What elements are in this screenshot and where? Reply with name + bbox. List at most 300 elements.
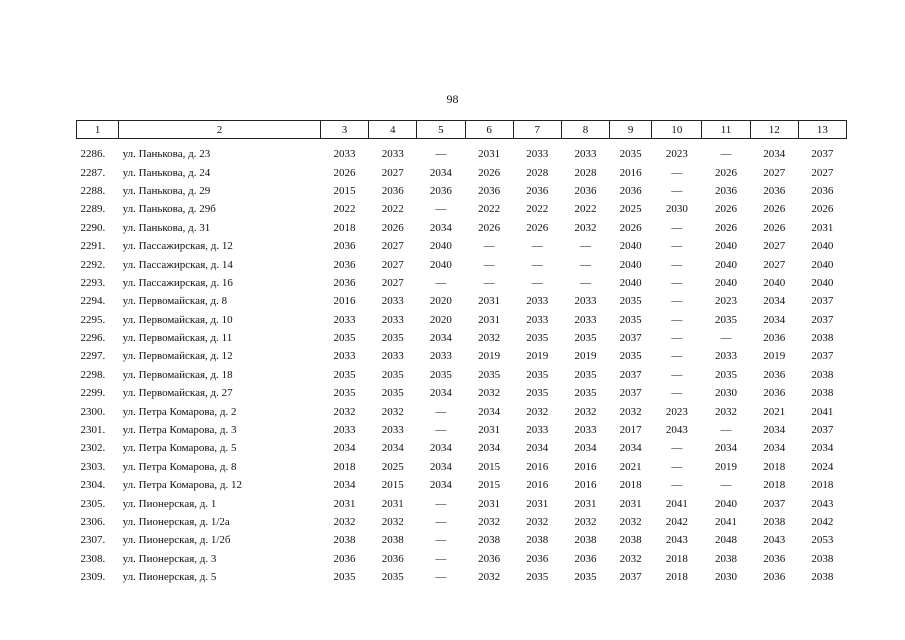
year-cell: 2019 [478,350,501,363]
table-row [77,568,847,586]
year-cell: 2031 [478,497,501,510]
table-row [77,329,847,347]
year-cell: 2032 [574,516,597,528]
year-cell: 2040 [619,276,642,289]
table-row [77,384,847,402]
year-cell: 2034 [333,479,356,492]
year-cell: — [720,332,732,345]
year-cell: 2036 [333,552,356,565]
year-cell: 2036 [526,552,549,565]
year-cell: 2031 [619,497,642,510]
year-cell: 2037 [619,332,642,345]
table-row [77,163,847,181]
column-header-5: 5 [417,121,465,139]
year-cell: 2040 [715,258,737,271]
year-cell: 2016 [526,479,549,492]
year-cell: 2026 [526,221,549,234]
row-number: 2294. [80,295,106,308]
year-cell: 2037 [811,350,834,363]
year-cell: 2026 [763,221,786,234]
table-row [77,274,847,292]
year-cell: 2033 [333,148,356,161]
year-cell: 2031 [526,497,549,510]
year-cell: 2026 [715,221,737,234]
year-cell: 2036 [763,571,786,584]
row-number: 2296. [80,332,106,345]
year-cell: 2032 [619,405,642,418]
year-cell: — [671,479,683,492]
address-cell: ул. Пассажирская, д. 16 [122,276,233,289]
table-row [77,421,847,439]
year-cell: 2035 [526,368,549,381]
address-cell: ул. Первомайская, д. 18 [122,368,233,381]
year-cell: 2032 [526,405,549,418]
year-cell: 2027 [381,166,404,179]
year-cell: — [671,442,683,455]
year-cell: 2031 [381,497,404,510]
column-header-2: 2 [119,121,321,139]
year-cell: 2034 [478,442,501,455]
year-cell: 2016 [619,166,642,179]
year-cell: 2027 [381,276,404,289]
column-header-9: 9 [610,121,652,139]
year-cell: 2019 [763,350,786,363]
year-cell: 2033 [574,148,597,161]
year-cell: 2035 [526,332,549,345]
column-header-7: 7 [513,121,561,139]
column-header-12: 12 [750,121,798,139]
year-cell: 2032 [619,516,642,528]
year-cell: 2043 [665,534,688,547]
year-cell: 2018 [811,479,834,492]
year-cell: 2037 [811,148,834,161]
year-cell: 2033 [526,295,549,308]
year-cell: 2033 [381,295,404,308]
year-cell: 2032 [526,516,549,528]
row-number: 2303. [80,460,106,473]
year-cell: 2040 [429,240,452,253]
year-cell: 2036 [763,332,786,345]
year-cell: — [671,387,683,400]
year-cell: 2032 [381,516,404,528]
row-number: 2287. [80,166,106,179]
year-cell: 2036 [811,184,834,197]
address-cell: ул. Петра Комарова, д. 8 [122,460,237,473]
year-cell: 2016 [333,295,356,308]
table-header [77,121,847,139]
year-cell: — [671,350,683,363]
year-cell: 2037 [763,497,786,510]
year-cell: 2036 [574,184,597,197]
year-cell: 2034 [429,479,452,492]
address-cell: ул. Пионерская, д. 5 [122,571,217,584]
column-header-8: 8 [561,121,609,139]
year-cell: 2036 [763,552,786,565]
year-cell: 2025 [619,203,642,216]
year-cell: 2036 [381,184,404,197]
year-cell: 2035 [574,571,597,584]
year-cell: 2032 [574,405,597,418]
year-cell: 2027 [763,258,786,271]
year-cell: 2022 [526,203,549,216]
year-cell: 2038 [715,552,737,565]
year-cell: — [483,240,495,253]
year-cell: — [531,276,543,289]
year-cell: — [435,516,447,528]
year-cell: 2033 [574,313,597,326]
year-cell: 2034 [811,442,834,455]
year-cell: 2041 [715,516,737,528]
row-number: 2293. [80,276,106,289]
table-row [77,311,847,329]
column-header-10: 10 [652,121,702,139]
year-cell: 2040 [429,258,452,271]
year-cell: 2031 [333,497,356,510]
year-cell: 2018 [665,552,688,565]
year-cell: 2036 [715,184,737,197]
year-cell: 2027 [811,166,834,179]
year-cell: 2034 [715,442,737,455]
table-row [77,255,847,273]
year-cell: 2033 [333,424,356,437]
year-cell: 2034 [429,460,452,473]
year-cell: 2038 [526,534,549,547]
year-cell: — [579,240,591,253]
year-cell: 2015 [478,460,501,473]
year-cell: 2035 [574,387,597,400]
year-cell: 2026 [478,221,501,234]
column-header-6: 6 [465,121,513,139]
year-cell: 2040 [811,240,834,253]
year-cell: 2018 [333,460,356,473]
row-number: 2298. [80,368,106,381]
year-cell: 2031 [478,313,501,326]
year-cell: 2040 [763,276,786,289]
address-cell: ул. Панькова, д. 23 [122,148,211,161]
year-cell: 2033 [333,350,356,363]
row-number: 2300. [80,405,106,418]
year-cell: — [671,240,683,253]
year-cell: 2036 [333,258,356,271]
address-cell: ул. Пионерская, д. 1/2а [122,516,230,528]
row-number: 2286. [80,148,106,161]
year-cell: 2025 [381,460,404,473]
year-cell: 2031 [574,497,597,510]
year-cell: 2034 [763,148,786,161]
address-cell: ул. Первомайская, д. 8 [122,295,228,308]
year-cell: 2030 [715,387,737,400]
year-cell: 2026 [763,203,786,216]
year-cell: — [671,184,683,197]
year-cell: — [435,405,447,418]
row-number: 2288. [80,184,106,197]
year-cell: 2022 [381,203,404,216]
year-cell: — [435,552,447,565]
year-cell: 2040 [715,497,737,510]
year-cell: 2035 [715,368,737,381]
year-cell: — [720,424,732,437]
year-cell: 2033 [526,313,549,326]
year-cell: 2026 [811,203,834,216]
year-cell: 2026 [381,221,404,234]
year-cell: 2034 [526,442,549,455]
year-cell: 2034 [333,442,356,455]
table-row [77,219,847,237]
year-cell: 2031 [478,295,501,308]
year-cell: 2016 [574,460,597,473]
year-cell: 2036 [763,368,786,381]
row-number: 2301. [80,424,106,437]
year-cell: 2034 [478,405,501,418]
year-cell: 2033 [381,350,404,363]
year-cell: 2019 [574,350,597,363]
year-cell: 2023 [715,295,737,308]
year-cell: 2033 [381,313,404,326]
year-cell: — [671,258,683,271]
address-cell: ул. Пионерская, д. 3 [122,552,217,565]
year-cell: 2032 [574,221,597,234]
year-cell: 2036 [333,240,356,253]
address-cell: ул. Пассажирская, д. 12 [122,240,233,253]
address-cell: ул. Первомайская, д. 11 [122,332,233,345]
year-cell: 2016 [526,460,549,473]
year-cell: 2040 [811,276,834,289]
year-cell: — [671,276,683,289]
year-cell: 2018 [333,221,356,234]
column-header-3: 3 [320,121,368,139]
table-row [77,292,847,310]
year-cell: 2024 [811,460,834,473]
year-cell: 2033 [574,424,597,437]
year-cell: — [671,295,683,308]
year-cell: 2035 [381,368,404,381]
row-number: 2302. [80,442,106,455]
year-cell: 2035 [381,387,404,400]
year-cell: 2027 [763,240,786,253]
year-cell: 2031 [478,424,501,437]
table-row [77,476,847,494]
year-cell: 2015 [333,184,356,197]
table-row [77,513,847,531]
table-row [77,458,847,476]
year-cell: 2038 [619,534,642,547]
year-cell: 2022 [478,203,501,216]
year-cell: 2018 [763,479,786,492]
year-cell: 2036 [526,184,549,197]
year-cell: 2037 [811,313,834,326]
year-cell: 2038 [381,534,404,547]
year-cell: — [483,258,495,271]
year-cell: 2033 [381,424,404,437]
year-cell: 2035 [574,368,597,381]
year-cell: 2036 [333,276,356,289]
year-cell: 2038 [763,516,786,528]
address-cell: ул. Пассажирская, д. 14 [122,258,233,271]
column-header-1: 1 [77,121,119,139]
year-cell: 2035 [619,350,642,363]
year-cell: 2015 [381,479,404,492]
year-cell: 2040 [811,258,834,271]
year-cell: 2035 [619,148,642,161]
year-cell: 2032 [619,552,642,565]
year-cell: 2035 [574,332,597,345]
year-cell: — [671,166,683,179]
table-row [77,366,847,384]
year-cell: 2018 [763,460,786,473]
year-cell: — [671,332,683,345]
year-cell: 2035 [381,332,404,345]
data-table [76,120,847,586]
address-cell: ул. Первомайская, д. 27 [122,387,233,400]
year-cell: 2026 [333,166,356,179]
table-row [77,550,847,568]
year-cell: 2033 [429,350,452,363]
address-cell: ул. Пионерская, д. 1/2б [122,534,231,547]
address-cell: ул. Панькова, д. 31 [122,221,211,234]
year-cell: 2033 [715,350,737,363]
year-cell: 2043 [763,534,786,547]
year-cell: 2032 [333,405,356,418]
year-cell: — [531,240,543,253]
year-cell: 2034 [429,166,452,179]
year-cell: 2015 [478,479,501,492]
year-cell: 2018 [665,571,688,584]
year-cell: 2035 [526,571,549,584]
row-number: 2299. [80,387,106,400]
year-cell: 2035 [715,313,737,326]
table-row [77,237,847,255]
year-cell: 2035 [478,368,501,381]
year-cell: — [671,460,683,473]
year-cell: 2036 [763,184,786,197]
year-cell: 2034 [429,221,452,234]
table-row [77,347,847,365]
year-cell: 2027 [381,240,404,253]
year-cell: 2037 [619,368,642,381]
year-cell: 2032 [478,516,501,528]
year-cell: 2021 [619,460,642,473]
year-cell: 2033 [526,424,549,437]
year-cell: — [531,258,543,271]
year-cell: 2034 [429,442,452,455]
year-cell: 2033 [381,148,404,161]
row-number: 2306. [80,516,106,528]
row-number: 2292. [80,258,106,271]
year-cell: — [671,221,683,234]
table-row [77,439,847,457]
year-cell: 2035 [619,313,642,326]
year-cell: 2040 [619,240,642,253]
year-cell: — [435,203,447,216]
year-cell: 2038 [333,534,356,547]
year-cell: — [483,276,495,289]
year-cell: 2038 [811,552,834,565]
year-cell: 2022 [574,203,597,216]
year-cell: — [671,368,683,381]
year-cell: 2037 [811,424,834,437]
address-cell: ул. Панькова, д. 29б [122,203,216,216]
year-cell: 2036 [619,184,642,197]
year-cell: 2040 [715,276,737,289]
row-number: 2305. [80,497,106,510]
year-cell: 2040 [619,258,642,271]
address-cell: ул. Первомайская, д. 12 [122,350,233,363]
year-cell: 2026 [715,203,737,216]
year-cell: 2035 [619,295,642,308]
year-cell: 2031 [811,221,834,234]
year-cell: 2032 [478,571,501,584]
year-cell: 2042 [811,516,834,528]
address-cell: ул. Петра Комарова, д. 3 [122,424,237,437]
year-cell: 2034 [574,442,597,455]
year-cell: — [435,424,447,437]
address-cell: ул. Панькова, д. 29 [122,184,211,197]
row-number: 2297. [80,350,106,363]
year-cell: 2041 [665,497,688,510]
year-cell: 2043 [811,497,834,510]
row-number: 2295. [80,313,106,326]
year-cell: 2041 [811,405,834,418]
year-cell: — [435,276,447,289]
table-body [77,139,847,587]
year-cell: 2035 [333,387,356,400]
year-cell: 2032 [381,405,404,418]
year-cell: 2053 [811,534,834,547]
address-cell: ул. Петра Комарова, д. 5 [122,442,237,455]
year-cell: 2035 [429,368,452,381]
row-number: 2307. [80,534,106,547]
table-row [77,139,847,164]
column-header-4: 4 [369,121,417,139]
row-number: 2304. [80,479,106,492]
year-cell: 2030 [715,571,737,584]
year-cell: 2028 [574,166,597,179]
year-cell: 2034 [381,442,404,455]
row-number: 2289. [80,203,106,216]
page-number: 98 [446,92,459,106]
year-cell: 2032 [715,405,737,418]
year-cell: 2034 [763,442,786,455]
year-cell: 2026 [478,166,501,179]
year-cell: — [720,148,732,161]
address-cell: ул. Панькова, д. 24 [122,166,211,179]
year-cell: 2036 [574,552,597,565]
year-cell: 2035 [381,571,404,584]
year-cell: 2038 [811,571,834,584]
year-cell: 2028 [526,166,549,179]
year-cell: 2027 [381,258,404,271]
year-cell: 2032 [333,516,356,528]
row-number: 2291. [80,240,106,253]
year-cell: 2036 [478,184,501,197]
year-cell: 2034 [763,295,786,308]
year-cell: 2019 [526,350,549,363]
year-cell: 2030 [665,203,688,216]
year-cell: — [435,148,447,161]
year-cell: 2033 [526,148,549,161]
header-row [77,121,847,139]
year-cell: 2036 [429,184,452,197]
year-cell: — [579,276,591,289]
row-number: 2290. [80,221,106,234]
address-cell: ул. Первомайская, д. 10 [122,313,233,326]
year-cell: 2037 [619,571,642,584]
year-cell: 2026 [619,221,642,234]
year-cell: 2036 [763,387,786,400]
year-cell: 2027 [763,166,786,179]
year-cell: 2036 [381,552,404,565]
year-cell: 2023 [665,148,688,161]
